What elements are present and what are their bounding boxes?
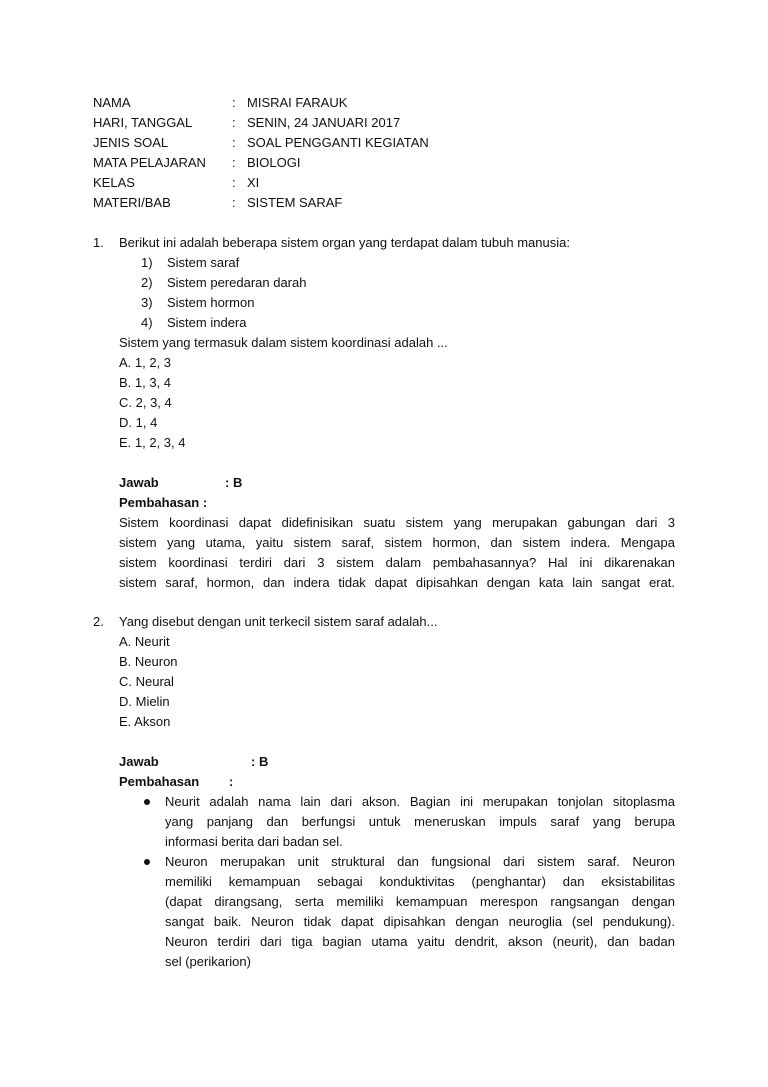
header-label: HARI, TANGGAL: [93, 115, 193, 130]
header-row-mapel: [93, 153, 673, 173]
answer-option-e: E. 1, 2, 3, 4: [119, 435, 186, 450]
question-number: 1.: [93, 235, 104, 250]
answer-option-c: C. Neural: [119, 674, 174, 689]
list-item: [119, 253, 675, 273]
header-label: MATERI/BAB: [93, 195, 171, 210]
question-number: 2.: [93, 614, 104, 629]
list-item-text: Sistem saraf: [167, 255, 240, 270]
list-item-text: Sistem peredaran darah: [167, 275, 307, 290]
answer-value: : B: [251, 754, 269, 769]
question-body: [119, 612, 675, 972]
header-colon: :: [232, 195, 236, 210]
header-value: SOAL PENGGANTI KEGIATAN: [247, 135, 429, 150]
question-prompt: Sistem yang termasuk dalam sistem koordinasi adalah ...: [119, 335, 448, 350]
bullet-line: Neuron merupakan unit struktural dan fungsional dari sistem saraf. Neuron: [165, 854, 675, 869]
bullet-line: (dapat dirangsang, serta memiliki kemampuan merespon rangsangan dengan: [165, 894, 675, 909]
list-item-text: Sistem indera: [167, 315, 247, 330]
question-stem: Berikut ini adalah beberapa sistem organ yang terdapat dalam tubuh manusia:: [119, 235, 570, 250]
bullet-line: Neurit adalah nama lain dari akson. Bagian ini merupakan tonjolan sitoplasma: [165, 794, 675, 809]
explanation-colon: :: [229, 774, 234, 789]
bullet-line: yang panjang dan berfungsi untuk meneruskan impuls saraf yang berupa: [165, 814, 675, 829]
student-info-header: [93, 93, 673, 213]
header-label: KELAS: [93, 175, 135, 190]
list-item: [119, 293, 675, 313]
bullet-line: sel (perikarion): [165, 954, 251, 969]
bullet-dot-icon: [144, 799, 150, 805]
list-item-number: 2): [141, 275, 153, 290]
header-colon: :: [232, 135, 236, 150]
answer-option-a: A. Neurit: [119, 634, 170, 649]
answer-option-c: C. 2, 3, 4: [119, 395, 172, 410]
header-colon: :: [232, 155, 236, 170]
header-row-kelas: [93, 173, 673, 193]
list-item-number: 4): [141, 315, 153, 330]
bullet-dot-icon: [144, 859, 150, 865]
answer-option-d: D. 1, 4: [119, 415, 158, 430]
header-row-jenis-soal: [93, 133, 673, 153]
question-body: [119, 233, 675, 593]
list-item: [119, 792, 675, 852]
list-item: [119, 852, 675, 972]
header-row-tanggal: [93, 113, 673, 133]
answer-option-a: A. 1, 2, 3: [119, 355, 172, 370]
header-value: MISRAI FARAUK: [247, 95, 348, 110]
answer-value: : B: [225, 475, 243, 490]
explanation-heading: [119, 772, 675, 792]
explanation-line: sistem saraf, hormon, dan indera tidak dapat dipisahkan dengan kata lain sangat erat.: [119, 575, 675, 590]
answer-option-b: B. 1, 3, 4: [119, 375, 172, 390]
header-value: SISTEM SARAF: [247, 195, 343, 210]
bullet-line: memiliki kemampuan sebagai konduktivitas (penghantar) dan eksistabilitas: [165, 874, 675, 889]
bullet-line: sangat baik. Neuron tidak dapat dipisahkan dengan neuroglia (sel pendukung).: [165, 914, 675, 929]
header-colon: :: [232, 95, 236, 110]
explanation-line: sistem koordinasi terdiri dari 3 sistem dalam pembahasannya? Hal ini dikarenakan: [119, 555, 675, 570]
explanation-label: Pembahasan :: [119, 495, 208, 510]
list-item: [119, 273, 675, 293]
header-row-nama: [93, 93, 673, 113]
header-value: SENIN, 24 JANUARI 2017: [247, 115, 401, 130]
explanation-line: Sistem koordinasi dapat didefinisikan suatu sistem yang merupakan gabungan dari 3: [119, 515, 675, 530]
answer-line: [119, 752, 675, 772]
header-value: XI: [247, 175, 260, 190]
header-colon: :: [232, 115, 236, 130]
answer-label: Jawab: [119, 475, 159, 490]
explanation-label: Pembahasan: [119, 774, 200, 789]
explanation-line: sistem yang utama, yaitu sistem saraf, sistem hormon, dan sistem indera. Mengapa: [119, 535, 675, 550]
header-label: MATA PELAJARAN: [93, 155, 206, 170]
spacer: [119, 732, 675, 752]
question-stem: Yang disebut dengan unit terkecil sistem saraf adalah...: [119, 614, 438, 629]
header-label: NAMA: [93, 95, 131, 110]
answer-option-d: D. Mielin: [119, 694, 170, 709]
header-label: JENIS SOAL: [93, 135, 169, 150]
list-item-number: 3): [141, 295, 153, 310]
list-item: [119, 313, 675, 333]
answer-label: Jawab: [119, 754, 159, 769]
header-row-materi: [93, 193, 673, 213]
list-item-number: 1): [141, 255, 153, 270]
spacer: [119, 453, 675, 473]
answer-option-b: B. Neuron: [119, 654, 178, 669]
answer-line: [119, 473, 675, 493]
bullet-line: Neuron terdiri dari tiga bagian utama yaitu dendrit, akson (neurit), dan badan: [165, 934, 675, 949]
answer-option-e: E. Akson: [119, 714, 171, 729]
header-value: BIOLOGI: [247, 155, 301, 170]
explanation-bullets: [119, 792, 675, 972]
list-item-text: Sistem hormon: [167, 295, 255, 310]
bullet-line: informasi berita dari badan sel.: [165, 834, 343, 849]
header-colon: :: [232, 175, 236, 190]
